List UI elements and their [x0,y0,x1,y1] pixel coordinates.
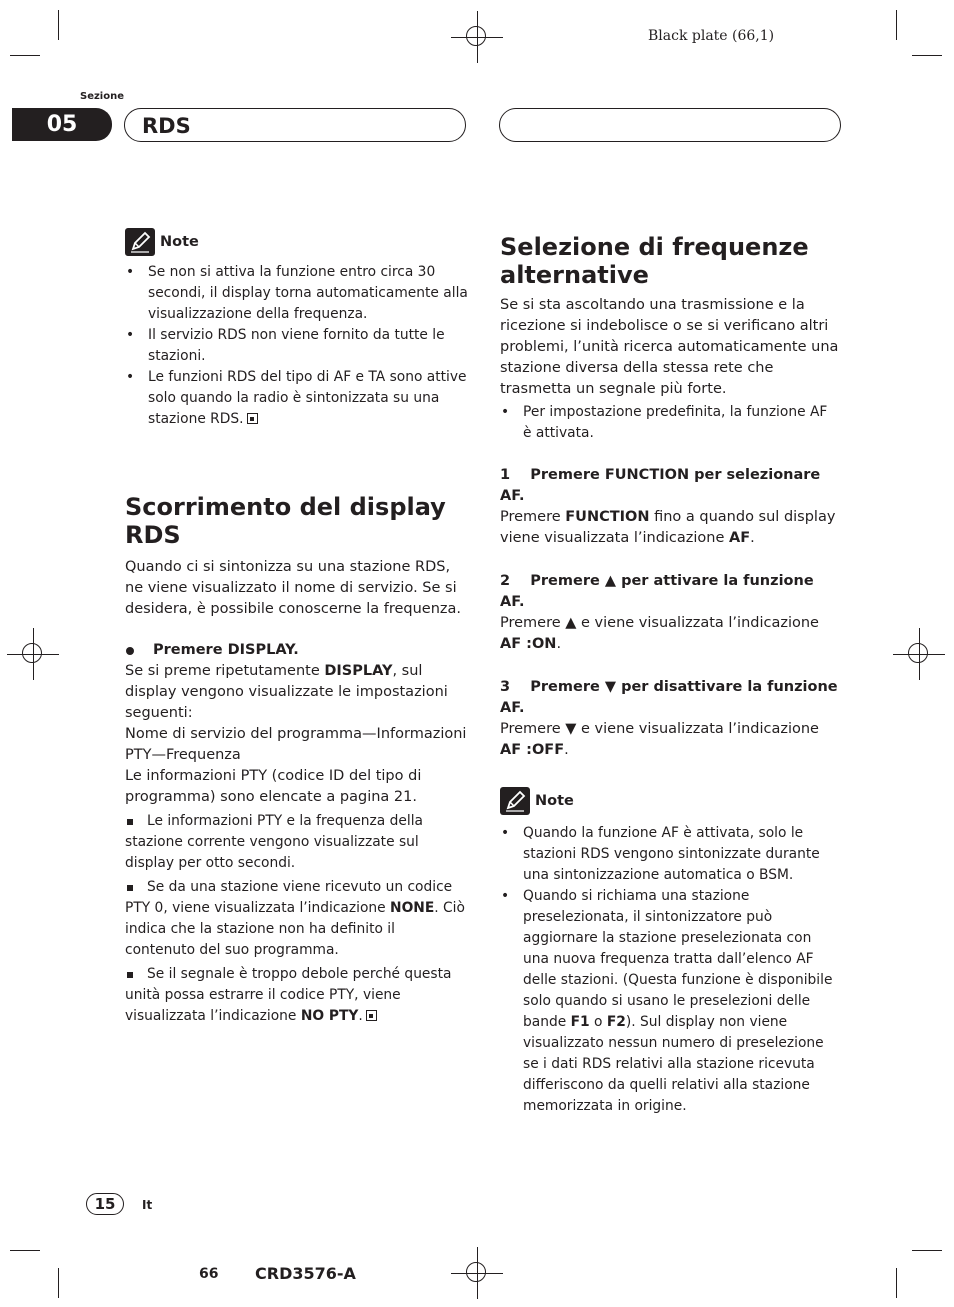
crop-mark [10,55,40,56]
crop-mark [10,1250,40,1251]
intro-paragraph: Se si sta ascoltando una trasmissione e la ricezione si indebolisce o se si verificano altri problemi, l’unità ricerca automaticamente una stazione diversa della stessa rete che trasmetta un segnale più forte. [500,297,839,397]
section-title: RDS [142,114,191,138]
crop-mark [58,1268,59,1298]
square-note: Le informazioni PTY e la frequenza della stazione corrente vengono visualizzate sul display per otto secondi. [125,811,468,874]
section-heading: Scorrimento del display RDS [125,493,446,549]
info-item: • Per impostazione predefinita, la funzione AF è attivata. [500,402,840,444]
note-label: Note [160,233,199,250]
square-note: Se da una stazione viene ricevuto un codice PTY 0, viene visualizzata l’indicazione NONE. Ciò indica che la stazione non ha definito il contenuto del suo programma. [125,877,468,961]
bullet-dot-icon [126,647,134,655]
language-code: It [142,1198,153,1212]
page-number: 15 [86,1193,124,1215]
step-1-title: 1 Premere FUNCTION per selezionare AF. [500,467,826,504]
model-code: CRD3576-A [255,1264,356,1283]
registration-mark-icon [459,1255,495,1291]
step-2-title: 2 Premere ▲ per attivare la funzione AF. [500,573,819,610]
note-item: • Le funzioni RDS del tipo di AF e TA sono attive solo quando la radio è sintonizzata su una stazione RDS. [125,367,468,430]
note-item: • Quando si richiama una stazione preselezionata, il sintonizzatore può aggiornare la stazione preselezionata con una nuova frequenza tratta dall’elenco AF delle stazioni. (Questa funzione è disponibile solo quando si usano le preselezioni delle bande F1 o F2). Sul display non viene visualizzato nessun numero di preselezione se i dati RDS relativi alla stazione ricevuta differiscono da quelli relativi alla stazione memorizzata in origine. [500,886,840,1117]
square-notes [125,811,468,1027]
step-2-description: Premere ▲ e viene visualizzata l’indicazione AF :ON. [500,615,819,652]
pty-info: Le informazioni PTY (codice ID del tipo di programma) sono elencate a pagina 21. [125,768,422,805]
right-header-box [499,108,841,142]
registration-mark-icon [15,636,51,672]
square-note: Se il segnale è troppo debole perché questa unità possa estrarre il codice PTY, viene visualizzata l’indicazione NO PTY. [125,964,468,1027]
left-column [125,228,468,1030]
note-item: • Il servizio RDS non viene fornito da tutte le stazioni. [125,325,468,367]
plate-label: Black plate (66,1) [648,28,775,44]
display-sequence: Nome di servizio del programma—Informazioni PTY—Frequenza [125,726,467,763]
crop-mark [912,1250,942,1251]
section-number: 05 [12,108,112,141]
end-mark-icon [366,1010,377,1021]
print-page-number: 66 [199,1266,219,1282]
crop-mark [896,10,897,40]
pencil-note-icon [125,228,155,256]
note-item: • Se non si attiva la funzione entro circa 30 secondi, il display torna automaticamente alla visualizzazione della frequenza. [125,262,468,325]
intro-paragraph: Quando ci si sintonizza su una stazione RDS, ne viene visualizzato il nome di servizio. Se si desidera, è possibile conoscerne la frequenza. [125,559,462,617]
note-list [125,262,468,430]
crop-mark [896,1268,897,1298]
registration-mark-icon [459,19,495,55]
note-item: • Quando la funzione AF è attivata, solo le stazioni RDS vengono sintonizzate durante una sintonizzazione automatica o BSM. [500,823,840,886]
right-column [500,233,843,1117]
step-3-description: Premere ▼ e viene visualizzata l’indicazione AF :OFF. [500,721,819,758]
note-header [500,787,840,815]
note-label: Note [535,792,574,809]
step-3-title: 3 Premere ▼ per disattivare la funzione AF. [500,679,843,716]
section-heading: Selezione di frequenze alternative [500,233,809,289]
section-title-box [124,108,466,142]
crop-mark [912,55,942,56]
step-title: Premere DISPLAY. [125,640,468,661]
step-1-description: Premere FUNCTION fino a quando sul display viene visualizzata l’indicazione AF. [500,509,836,546]
sezione-label: Sezione [80,91,125,102]
step-description: Se si preme ripetutamente DISPLAY, sul display vengono visualizzate le impostazioni seguenti: [125,663,448,721]
info-list [500,402,840,444]
note-header [125,228,468,256]
crop-mark [58,10,59,40]
pencil-note-icon [500,787,530,815]
note-list [500,823,840,1117]
end-mark-icon [247,413,258,424]
registration-mark-icon [901,636,937,672]
